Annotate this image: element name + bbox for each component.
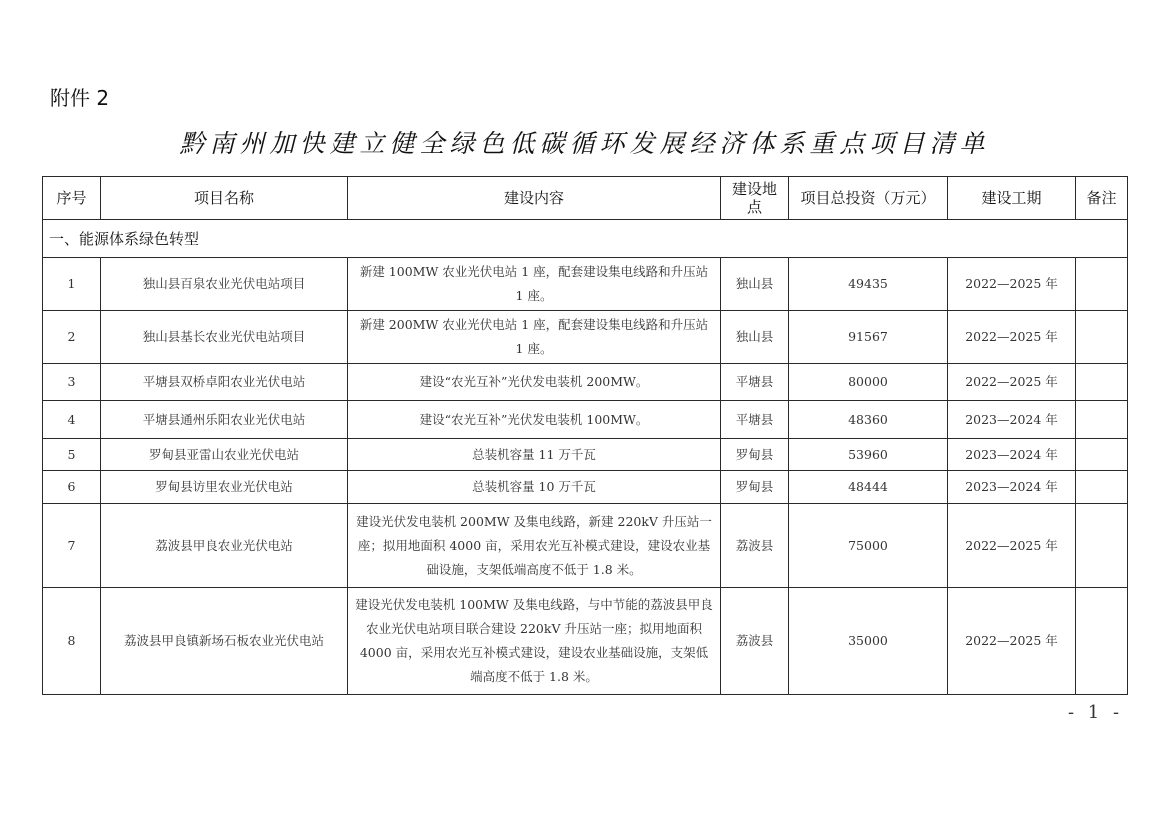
cell-period: 2022—2025 年 xyxy=(948,258,1076,311)
table-row xyxy=(43,311,1128,364)
cell-name: 荔波县甲良镇新场石板农业光伏电站 xyxy=(101,588,348,695)
cell-period: 2022—2025 年 xyxy=(948,504,1076,588)
cell-investment: 48360 xyxy=(789,401,948,439)
header-period: 建设工期 xyxy=(948,177,1076,220)
cell-name: 平塘县通州乐阳农业光伏电站 xyxy=(101,401,348,439)
section-row xyxy=(43,220,1128,258)
cell-period: 2023—2024 年 xyxy=(948,401,1076,439)
cell-content: 建设光伏发电装机 200MW 及集电线路，新建 220kV 升压站一座；拟用地面积 4000 亩，采用农光互补模式建设，建设农业基础设施，支架低端高度不低于 1.8 米。 xyxy=(348,504,721,588)
cell-name: 平塘县双桥卓阳农业光伏电站 xyxy=(101,364,348,401)
project-table xyxy=(42,176,1128,695)
cell-location: 平塘县 xyxy=(721,364,789,401)
cell-no: 1 xyxy=(43,258,101,311)
cell-no: 6 xyxy=(43,471,101,504)
cell-no: 8 xyxy=(43,588,101,695)
attachment-label: 附件 2 xyxy=(50,86,110,110)
section-title: 一、能源体系绿色转型 xyxy=(43,220,1128,258)
cell-location: 荔波县 xyxy=(721,588,789,695)
cell-location: 独山县 xyxy=(721,311,789,364)
table-row xyxy=(43,504,1128,588)
cell-investment: 75000 xyxy=(789,504,948,588)
cell-location: 罗甸县 xyxy=(721,471,789,504)
cell-investment: 53960 xyxy=(789,439,948,471)
cell-investment: 35000 xyxy=(789,588,948,695)
cell-remark xyxy=(1076,439,1128,471)
cell-remark xyxy=(1076,258,1128,311)
cell-investment: 91567 xyxy=(789,311,948,364)
cell-remark xyxy=(1076,401,1128,439)
header-no: 序号 xyxy=(43,177,101,220)
cell-investment: 48444 xyxy=(789,471,948,504)
cell-name: 罗甸县亚雷山农业光伏电站 xyxy=(101,439,348,471)
cell-content: 新建 200MW 农业光伏电站 1 座，配套建设集电线路和升压站 1 座。 xyxy=(348,311,721,364)
document-title: 黔南州加快建立健全绿色低碳循环发展经济体系重点项目清单 xyxy=(179,129,990,158)
cell-location: 荔波县 xyxy=(721,504,789,588)
header-content: 建设内容 xyxy=(348,177,721,220)
cell-content: 建设光伏发电装机 100MW 及集电线路，与中节能的荔波县甲良农业光伏电站项目联合建设 220kV 升压站一座；拟用地面积 4000 亩，采用农光互补模式建设，建设农业基础设施，支架低端高度不低于 1.8 米。 xyxy=(348,588,721,695)
cell-no: 3 xyxy=(43,364,101,401)
page-number: - 1 - xyxy=(1068,702,1124,723)
cell-content: 建设“农光互补”光伏发电装机 100MW。 xyxy=(348,401,721,439)
cell-location: 平塘县 xyxy=(721,401,789,439)
cell-no: 5 xyxy=(43,439,101,471)
table-header-row xyxy=(43,177,1128,220)
cell-location: 罗甸县 xyxy=(721,439,789,471)
cell-content: 新建 100MW 农业光伏电站 1 座，配套建设集电线路和升压站 1 座。 xyxy=(348,258,721,311)
header-name: 项目名称 xyxy=(101,177,348,220)
cell-no: 2 xyxy=(43,311,101,364)
cell-remark xyxy=(1076,311,1128,364)
table-row xyxy=(43,471,1128,504)
cell-remark xyxy=(1076,364,1128,401)
table-row xyxy=(43,439,1128,471)
cell-no: 7 xyxy=(43,504,101,588)
cell-name: 独山县基长农业光伏电站项目 xyxy=(101,311,348,364)
cell-period: 2022—2025 年 xyxy=(948,311,1076,364)
cell-content: 总装机容量 11 万千瓦 xyxy=(348,439,721,471)
table-row xyxy=(43,588,1128,695)
header-remark: 备注 xyxy=(1076,177,1128,220)
cell-period: 2022—2025 年 xyxy=(948,588,1076,695)
cell-investment: 49435 xyxy=(789,258,948,311)
cell-location: 独山县 xyxy=(721,258,789,311)
table-row xyxy=(43,401,1128,439)
table-row xyxy=(43,258,1128,311)
cell-no: 4 xyxy=(43,401,101,439)
header-investment: 项目总投资（万元） xyxy=(789,177,948,220)
header-location: 建设地点 xyxy=(721,177,789,220)
cell-name: 荔波县甲良农业光伏电站 xyxy=(101,504,348,588)
cell-period: 2022—2025 年 xyxy=(948,364,1076,401)
cell-remark xyxy=(1076,471,1128,504)
table-row xyxy=(43,364,1128,401)
cell-content: 建设“农光互补”光伏发电装机 200MW。 xyxy=(348,364,721,401)
cell-period: 2023—2024 年 xyxy=(948,439,1076,471)
cell-name: 独山县百泉农业光伏电站项目 xyxy=(101,258,348,311)
cell-investment: 80000 xyxy=(789,364,948,401)
cell-remark xyxy=(1076,504,1128,588)
cell-name: 罗甸县访里农业光伏电站 xyxy=(101,471,348,504)
cell-content: 总装机容量 10 万千瓦 xyxy=(348,471,721,504)
cell-remark xyxy=(1076,588,1128,695)
cell-period: 2023—2024 年 xyxy=(948,471,1076,504)
